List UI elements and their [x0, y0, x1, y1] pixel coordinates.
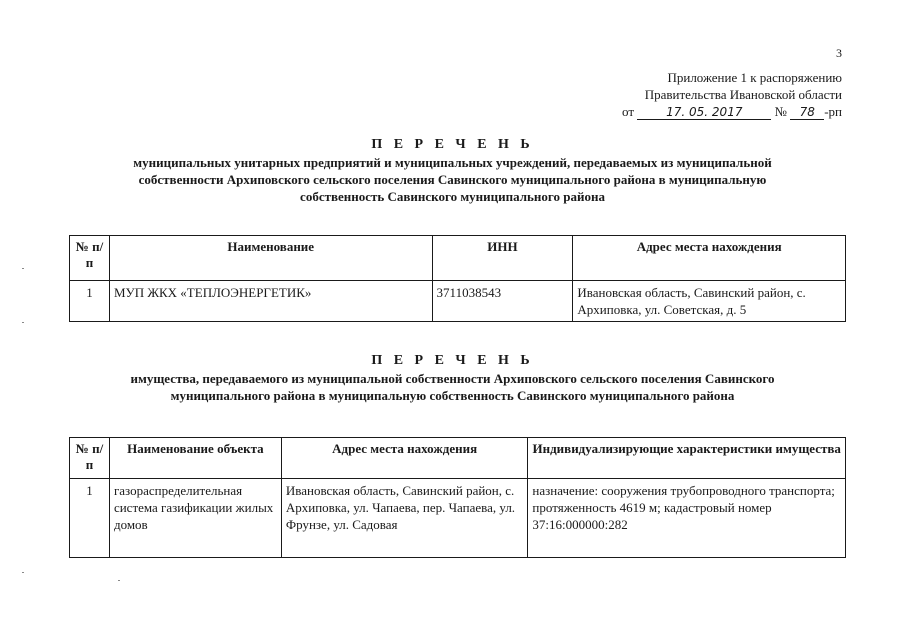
section2-heading: П Е Р Е Ч Е Н Ь [371, 353, 534, 368]
cell-num: 1 [70, 281, 110, 322]
header-characteristics: Индивидуализирующие характеристики имущества [528, 438, 846, 479]
appendix-line-2: Правительства Ивановской области [644, 87, 842, 102]
number-suffix: -рп [824, 104, 842, 119]
page-number: 3 [836, 46, 842, 60]
scan-artifact [118, 580, 120, 581]
section2-title [40, 352, 865, 404]
section1-subtitle-line-2: собственности Архиповского сельского поселения Савинского муниципального района в муниципальную [138, 172, 767, 187]
header-inn: ИНН [432, 236, 573, 281]
appendix-date-line [622, 103, 842, 120]
number-label: № [774, 104, 787, 119]
cell-characteristics: назначение: сооружения трубопроводного транспорта; протяженность 4619 м; кадастровый номер 37:16:000000:282 [528, 479, 846, 558]
cell-object-name: газораспределительная система газификации жилых домов [109, 479, 281, 558]
scan-artifact [22, 268, 24, 269]
section1-subtitle-line-1: муниципальных унитарных предприятий и муниципальных учреждений, передаваемых из муниципальной [133, 155, 772, 170]
section1-title [40, 136, 865, 205]
appendix-line-1: Приложение 1 к распоряжению [667, 70, 842, 85]
cell-address: Ивановская область, Савинский район, с. Архиповка, ул. Чапаева, пер. Чапаева, ул. Фрунзе, ул. Садовая [281, 479, 528, 558]
appendix-block [622, 69, 842, 120]
cell-address: Ивановская область, Савинский район, с. Архиповка, ул. Советская, д. 5 [573, 281, 846, 322]
header-num: № п/п [70, 236, 110, 281]
header-address: Адрес места нахождения [281, 438, 528, 479]
handwritten-date: 17. 05. 2017 [637, 105, 771, 120]
section2-subtitle-line-1: имущества, передаваемого из муниципальной собственности Архиповского сельского поселения Савинского [130, 371, 775, 386]
header-address: Адрес места нахождения [573, 236, 846, 281]
table-row [70, 281, 846, 322]
section1-heading: П Е Р Е Ч Е Н Ь [371, 137, 534, 152]
scan-artifact [22, 572, 24, 573]
cell-inn: 3711038543 [432, 281, 573, 322]
scan-artifact [22, 322, 24, 323]
header-name: Наименование [109, 236, 432, 281]
handwritten-number: 78 [790, 105, 824, 120]
section2-subtitle-line-2: муниципального района в муниципальную собственность Савинского муниципального района [170, 388, 735, 403]
table-header-row [70, 438, 846, 479]
header-num: № п/п [70, 438, 110, 479]
property-table [69, 437, 846, 558]
cell-num: 1 [70, 479, 110, 558]
section1-subtitle-line-3: собственность Савинского муниципального района [300, 189, 605, 204]
from-label: от [622, 104, 635, 119]
cell-name: МУП ЖКХ «ТЕПЛОЭНЕРГЕТИК» [109, 281, 432, 322]
table-header-row [70, 236, 846, 281]
enterprises-table [69, 235, 846, 322]
table-row [70, 479, 846, 558]
header-object-name: Наименование объекта [109, 438, 281, 479]
